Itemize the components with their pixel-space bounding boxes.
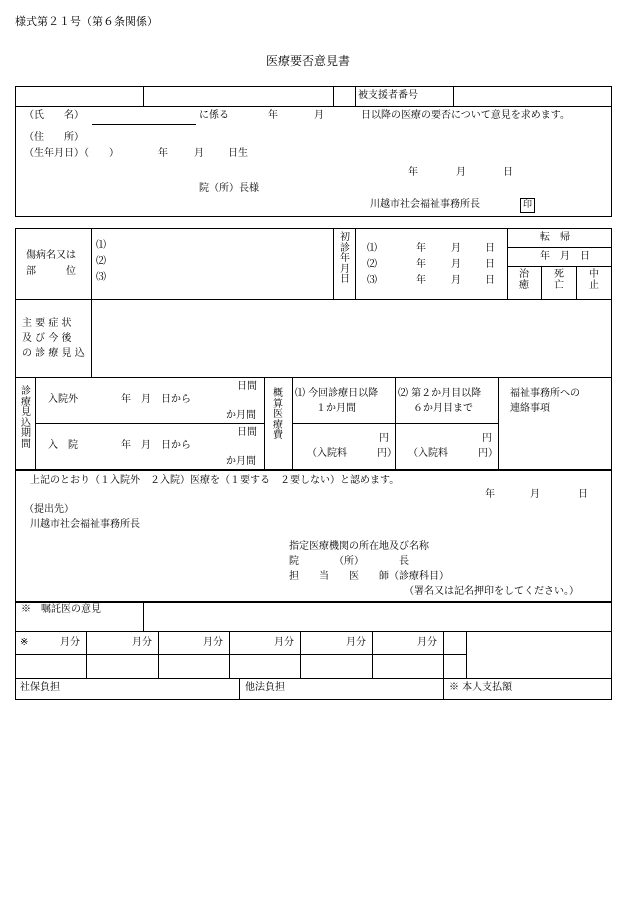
address-label: （住 所） [24, 132, 84, 143]
office-use-section [15, 602, 612, 700]
name-field[interactable] [92, 124, 196, 125]
cost-label: 概算医療費 [273, 388, 283, 441]
signature-note: （署名又は記名押印をしてください。） [404, 586, 579, 597]
page-title: 医療要否意見書 [266, 54, 351, 68]
name-label: （氏 名） [24, 110, 84, 121]
request-text: 日以降の医療の要否について意見を求めます。 [361, 110, 570, 121]
institution-label: 指定医療機関の所在地及び名称 [289, 541, 429, 552]
symptoms-label: 主 要 症 状 [22, 318, 72, 329]
social-insurance-label: 社保負担 [20, 682, 60, 693]
self-payment-label: ※ 本人支払額 [449, 682, 513, 693]
recipient-number-label: 被支援者番号 [358, 90, 418, 101]
site-label: 部 位 [26, 266, 76, 277]
outcome-died[interactable]: 死亡 [554, 269, 564, 291]
disease-item[interactable]: ⑵ [96, 256, 106, 267]
hospital-addressee: 院（所）長様 [199, 183, 259, 194]
outcome-label: 転 帰 [540, 232, 570, 243]
seal-mark: 印 [520, 198, 535, 213]
form-number: 様式第２１号（第６条関係） [15, 15, 158, 28]
contact-label: 福祉事務所への [510, 388, 580, 399]
outcome-date: 年 月 日 [540, 251, 590, 262]
outcome-cured[interactable]: 治癒 [519, 269, 529, 291]
page: 様式第２１号（第６条関係） 医療要否意見書 被支援者番号 （氏 名） に係る 年 月 日以降の医療の要否について意見を求めます。 （住 所） （生年月日）（ ） 年 月 日生 年 月 日 院（所）長様 川越市社会福祉事務所長 印 傷病名又は 部 位 ⑴ ⑵ ⑶ 初診年月日 ⑴ 年 月 日 ⑵ 年 月 日 ⑶ 年 月 日 転 帰 年 月 日 治癒 死亡 中止 主 要 症 状 及 び 今 後 の 診 療 見 込 診療見込期間 入院外 年 月 日から 日間 か月間 入 院 年 月 日から 日間 か月間 概算医療費 ⑴ 今回診療日以降 １か月間 ⑵ 第２か月目以降 ６か月目まで 円 円 （入院料 円） （入院料 円） 福祉事務所への 連絡事項 上記のとおり（１入院外 ２入院）医療を（１要する ２要しない）と認めます。 年 月 日 （提出先） 川越市社会福祉事務所長 指定医療機関の所在地及び名称 院 （所） 長 担 当 医 師（診療科目） （署名又は記名押印をしてください。） ※ 嘱託医の意見 ※ 月分 月分 月分 月分 月分 月分 社保負担 他法負担 ※ 本人支払額 [0, 0, 630, 903]
other-law-label: 他法負担 [245, 682, 285, 693]
inpatient-label: 入 院 [48, 440, 78, 451]
dob-label: （生年月日）（ ） [24, 148, 119, 159]
outcome-stopped[interactable]: 中止 [589, 269, 599, 291]
certification-statement: 上記のとおり（１入院外 ２入院）医療を（１要する ２要しない）と認めます。 [30, 475, 400, 486]
first-visit-label: 初診年月日 [340, 232, 350, 285]
issuer: 川越市社会福祉事務所長 [370, 199, 480, 210]
disease-label: 傷病名又は [26, 250, 76, 261]
disease-item[interactable]: ⑶ [96, 272, 106, 283]
disease-item[interactable]: ⑴ [96, 240, 106, 251]
outpatient-label: 入院外 [48, 394, 78, 405]
doctor-opinion-label: ※ 嘱託医の意見 [21, 604, 101, 615]
period-label: 診療見込期間 [21, 386, 31, 450]
